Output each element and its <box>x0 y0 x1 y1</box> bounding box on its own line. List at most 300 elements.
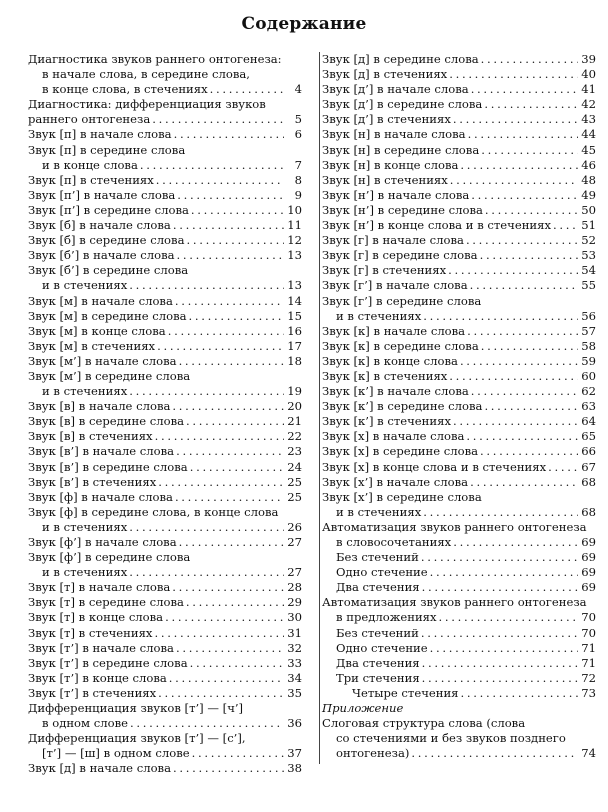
toc-entry-text: Звук [д’] в начале слова <box>322 82 469 97</box>
toc-entry <box>322 414 596 429</box>
dot-leader <box>152 112 284 127</box>
toc-entry <box>322 399 596 414</box>
toc-entry-text: и в стечениях <box>42 384 128 399</box>
toc-entry-text: Звук [н] в конце слова <box>322 157 459 172</box>
toc-entry-text: Звук [х] в начале слова <box>322 429 465 444</box>
dot-leader <box>158 475 284 490</box>
toc-entry-text: Звук [к] в стечениях <box>322 368 448 383</box>
toc-entry-text: Звук [ф] в середине слова, в конце слова <box>28 504 279 519</box>
toc-entry-text: раннего онтогенеза <box>28 112 151 127</box>
page-number: 37 <box>287 746 302 761</box>
toc-entry-text: Звук [т] в стечениях <box>28 625 153 640</box>
toc-entry-text: Звук [в] в начале слова <box>28 399 171 414</box>
toc-entry <box>322 384 596 399</box>
toc-entry <box>28 127 302 142</box>
dot-leader <box>154 626 284 641</box>
dot-leader <box>466 429 578 444</box>
dot-leader <box>155 429 284 444</box>
page-number: 30 <box>287 610 302 625</box>
page-number: 39 <box>581 52 596 66</box>
dot-leader <box>186 595 284 610</box>
toc-entry <box>322 595 596 625</box>
toc-entry <box>322 671 596 686</box>
page-number: 23 <box>287 444 302 459</box>
toc-entry-text: Звук [ф’] в начале слова <box>28 535 177 549</box>
page-number: 73 <box>581 685 596 700</box>
toc-entry <box>322 52 596 67</box>
dot-leader <box>190 656 284 671</box>
page-number: 27 <box>287 535 302 549</box>
page-number: 68 <box>581 504 596 519</box>
page-number: 13 <box>287 248 302 263</box>
dot-leader <box>177 248 284 263</box>
toc-entry-text: со стечениями и без звуков позднего <box>336 731 566 746</box>
toc-entry <box>28 324 302 339</box>
toc-entry <box>322 67 596 82</box>
dot-leader <box>172 399 284 414</box>
page-number: 63 <box>581 399 596 414</box>
toc-entry-text: Автоматизация звуков раннего онтогенеза <box>322 595 587 610</box>
page-number: 67 <box>581 459 596 474</box>
page-number: 44 <box>581 127 596 142</box>
toc-entry-text: Звук [г’] в начале слова <box>322 278 468 293</box>
toc-entry-text: Звук [д] в середине слова <box>322 52 479 66</box>
toc-entry <box>322 354 596 369</box>
toc-entry <box>322 127 596 142</box>
dot-leader <box>175 490 284 505</box>
page-number: 69 <box>581 580 596 595</box>
toc-entry-text: Звук [в] в стечениях <box>28 429 153 444</box>
dot-leader <box>453 112 578 127</box>
toc-entry-text: в словосочетаниях <box>336 535 452 549</box>
toc-entry-text: Звук [к] в начале слова <box>322 323 466 338</box>
page-number: 19 <box>287 384 302 399</box>
toc-entry-text: Звук [м] в стечениях <box>28 338 156 353</box>
toc-entry <box>28 701 302 731</box>
toc-entry-text: в одном слове <box>42 716 128 731</box>
page-number: 74 <box>581 746 596 761</box>
toc-entry-text: Звук [в’] в начале слова <box>28 444 175 459</box>
page-number: 4 <box>294 82 302 97</box>
toc-entry <box>322 429 596 444</box>
toc-entry-text: и в стечениях <box>336 504 422 519</box>
dot-leader <box>174 127 284 142</box>
toc-entry <box>322 339 596 354</box>
page-number: 51 <box>581 218 596 233</box>
toc-entry <box>28 490 302 505</box>
dot-leader <box>169 671 284 686</box>
toc-entry-text: Звук [т] в конце слова <box>28 610 164 625</box>
toc-entry-text: и в стечениях <box>42 565 128 580</box>
toc-entry-text: Звук [м’] в начале слова <box>28 353 177 368</box>
page-number: 36 <box>287 716 302 731</box>
dot-leader <box>189 309 284 324</box>
dot-leader <box>481 143 578 158</box>
page-number: 62 <box>581 384 596 399</box>
toc-entry-text: Звук [т’] в конце слова <box>28 670 167 685</box>
dot-leader <box>466 233 578 248</box>
toc-entry <box>322 444 596 459</box>
toc-entry-text: Два стечения <box>336 580 420 595</box>
toc-entry <box>322 460 596 475</box>
toc-entry <box>28 97 302 127</box>
toc-entry-text: Звук [г] в середине слова <box>322 248 478 263</box>
page-number: 5 <box>294 112 302 127</box>
page-number: 66 <box>581 444 596 459</box>
page-number: 16 <box>287 323 302 338</box>
toc-entry <box>28 309 302 324</box>
toc-entry-text: Четыре стечения <box>352 685 459 700</box>
toc-entry <box>322 641 596 656</box>
toc-entry <box>28 143 302 173</box>
page-number: 72 <box>581 670 596 685</box>
toc-entry-text: Звук [п’] в середине слова <box>28 202 189 217</box>
page-number: 70 <box>581 625 596 640</box>
page-number: 24 <box>287 459 302 474</box>
page-number: 9 <box>294 187 302 202</box>
toc-entry <box>28 731 302 761</box>
dot-leader <box>481 339 578 354</box>
toc-entry-text: Звук [н’] в конце слова и в стечениях <box>322 218 552 233</box>
toc-entry-text: Звук [т’] в стечениях <box>28 685 157 700</box>
toc-entry <box>28 188 302 203</box>
toc-entry-text: и в конце слова <box>42 157 138 172</box>
toc-entry <box>322 565 596 580</box>
toc-entry-text: Звук [н’] в начале слова <box>322 187 470 202</box>
dot-leader <box>467 324 578 339</box>
toc-entry <box>28 218 302 233</box>
dot-leader <box>481 52 578 67</box>
page-number: 22 <box>287 429 302 444</box>
dot-leader <box>430 565 578 580</box>
dot-leader <box>468 127 578 142</box>
dot-leader <box>156 173 284 188</box>
toc-entry <box>322 656 596 671</box>
toc-entry <box>28 641 302 656</box>
dot-leader <box>411 746 578 761</box>
dot-leader <box>422 671 578 686</box>
toc-entry <box>322 324 596 339</box>
toc-entry-text: онтогенеза) <box>336 746 410 761</box>
toc-entry-text: Звук [б] в середине слова <box>28 233 185 248</box>
page-number: 25 <box>287 489 302 504</box>
dot-leader <box>157 339 284 354</box>
page-number: 34 <box>287 670 302 685</box>
toc-entry-text: Дифференциация звуков [т’] — [с’], <box>28 731 246 746</box>
toc-entry-text: в конце слова, в стечениях <box>42 82 208 97</box>
toc-entry-text: Звук [п] в стечениях <box>28 172 154 187</box>
page-number: 11 <box>287 218 302 233</box>
toc-entry-text: Звук [к’] в стечениях <box>322 414 451 429</box>
dot-leader <box>450 173 578 188</box>
dot-leader <box>177 188 284 203</box>
toc-entry <box>28 429 302 444</box>
dot-leader <box>179 354 284 369</box>
page-number: 17 <box>287 338 302 353</box>
dot-leader <box>423 309 578 324</box>
toc-entry-text: Звук [н] в начале слова <box>322 127 466 142</box>
toc-entry-text: Три стечения <box>336 670 420 685</box>
dot-leader <box>192 746 284 761</box>
toc-entry-text: Звук [м] в конце слова <box>28 323 166 338</box>
page-number: 60 <box>581 368 596 383</box>
page-number: 50 <box>581 202 596 217</box>
dot-leader <box>173 218 284 233</box>
page-number: 69 <box>581 550 596 565</box>
dot-leader <box>471 384 578 399</box>
toc-entry <box>322 263 596 278</box>
toc-entry-text: Звук [ф’] в середине слова <box>28 550 191 565</box>
toc-entry <box>322 173 596 188</box>
page-number: 8 <box>294 172 302 187</box>
toc-entry <box>28 248 302 263</box>
toc-entry-text: Звук [н] в стечениях <box>322 172 448 187</box>
page-number: 6 <box>294 127 302 142</box>
toc-entry <box>28 671 302 686</box>
toc-entry-text: Звук [д’] в середине слова <box>322 97 483 112</box>
page-title: Содержание <box>241 14 367 34</box>
toc-entry-text: Звук [п] в начале слова <box>28 127 172 142</box>
toc-entry <box>322 112 596 127</box>
page-number: 31 <box>287 625 302 640</box>
toc-entry-text: Автоматизация звуков раннего онтогенеза <box>322 519 587 534</box>
toc-entry <box>28 52 302 97</box>
toc-entry <box>322 626 596 641</box>
toc-entry-text: Звук [в’] в стечениях <box>28 474 157 489</box>
toc-entry <box>322 248 596 263</box>
dot-leader <box>173 761 284 776</box>
toc-entry-text: и в стечениях <box>42 278 128 293</box>
toc-entry-text: Звук [д] в стечениях <box>322 67 448 82</box>
toc-entry-text: Слоговая структура слова (слова <box>322 716 526 731</box>
dot-leader <box>460 158 578 173</box>
toc-entry-text: Звук [т’] в начале слова <box>28 640 174 655</box>
dot-leader <box>190 460 284 475</box>
dot-leader <box>175 294 284 309</box>
toc-entry-text: Звук [т’] в середине слова <box>28 655 188 670</box>
toc-entry <box>28 626 302 641</box>
toc-entry-text: Звук [н] в середине слова <box>322 142 480 157</box>
toc-entry <box>28 761 302 776</box>
toc-entry-text: Звук [б’] в начале слова <box>28 248 175 263</box>
toc-entry <box>322 278 596 293</box>
page-number: 18 <box>287 353 302 368</box>
page-number: 69 <box>581 565 596 580</box>
dot-leader <box>176 641 284 656</box>
page-number: 7 <box>294 157 302 172</box>
dot-leader <box>461 686 579 701</box>
toc-entry-text: Звук [к’] в начале слова <box>322 384 469 399</box>
page-number: 71 <box>581 655 596 670</box>
toc-entry <box>28 399 302 414</box>
toc-entry-text: Звук [п] в середине слова <box>28 142 186 157</box>
page-number: 10 <box>287 202 302 217</box>
toc-entry <box>28 475 302 490</box>
page-number: 56 <box>581 308 596 323</box>
dot-leader <box>129 384 284 399</box>
page-number: 43 <box>581 112 596 127</box>
toc-entry-text: в начале слова, в середине слова, <box>42 67 250 82</box>
page-number: 40 <box>581 67 596 82</box>
page-number: 33 <box>287 655 302 670</box>
toc-entry <box>28 550 302 580</box>
page-number: 70 <box>581 610 596 625</box>
dot-leader <box>129 520 284 535</box>
toc-entry-text: Без стечений <box>336 550 419 565</box>
page-number: 38 <box>287 761 302 776</box>
toc-entry-text: Звук [г] в начале слова <box>322 233 464 248</box>
dot-leader <box>421 550 578 565</box>
toc-entry-text: Звук [т] в начале слова <box>28 580 171 595</box>
page-number: 58 <box>581 338 596 353</box>
toc-entry <box>322 686 596 701</box>
dot-leader <box>210 82 284 97</box>
page-number: 32 <box>287 640 302 655</box>
toc-entry <box>28 580 302 595</box>
toc-entry <box>322 203 596 218</box>
toc-entry <box>28 444 302 459</box>
page-number: 28 <box>287 580 302 595</box>
toc-entry <box>28 686 302 701</box>
toc-entry-text: Звук [в] в середине слова <box>28 414 185 429</box>
page-number: 64 <box>581 414 596 429</box>
toc-entry <box>28 263 302 293</box>
dot-leader <box>470 475 578 490</box>
toc-entry <box>322 716 596 761</box>
toc-entry <box>322 158 596 173</box>
toc-entry-text: Звук [в’] в середине слова <box>28 459 188 474</box>
toc-entry-text: Приложение <box>322 701 404 716</box>
page-number: 14 <box>287 293 302 308</box>
toc-entry-text: Звук [к] в середине слова <box>322 338 479 353</box>
page-number: 68 <box>581 474 596 489</box>
page-number: 26 <box>287 519 302 534</box>
dot-leader <box>158 686 284 701</box>
toc-entry <box>322 82 596 97</box>
toc-entry-text: Звук [д] в начале слова <box>28 761 171 776</box>
page-number: 54 <box>581 263 596 278</box>
toc-entry-text: и в стечениях <box>42 519 128 534</box>
toc-entry <box>28 339 302 354</box>
page-number: 53 <box>581 248 596 263</box>
dot-leader <box>480 248 578 263</box>
dot-leader <box>471 188 578 203</box>
dot-leader <box>548 460 578 475</box>
dot-leader <box>140 158 284 173</box>
dot-leader <box>176 444 284 459</box>
dot-leader <box>471 82 578 97</box>
toc-entry-text: Звук [п’] в начале слова <box>28 187 176 202</box>
toc-entry <box>28 173 302 188</box>
toc-entry-text: Звук [х] в середине слова <box>322 444 479 459</box>
toc-entry-text: [т’] — [ш] в одном слове <box>42 746 190 761</box>
dot-leader <box>484 97 578 112</box>
toc-entry <box>28 460 302 475</box>
toc-column-left <box>28 52 302 777</box>
toc-entry-text: Звук [м] в середине слова <box>28 308 187 323</box>
toc-column-right <box>322 52 596 761</box>
dot-leader <box>172 580 284 595</box>
toc-entry <box>28 505 302 535</box>
dot-leader <box>449 369 578 384</box>
toc-entry-text: Диагностика звуков раннего онтогенеза: <box>28 52 282 66</box>
toc-entry-text: Звук [к’] в середине слова <box>322 399 483 414</box>
toc-entry <box>322 701 596 716</box>
toc-entry-text: Звук [х’] в середине слова <box>322 489 482 504</box>
toc-entry <box>28 294 302 309</box>
dot-leader <box>485 203 578 218</box>
toc-entry <box>322 490 596 520</box>
dot-leader <box>422 656 578 671</box>
toc-entry <box>28 414 302 429</box>
toc-entry <box>322 188 596 203</box>
toc-entry-text: и в стечениях <box>336 308 422 323</box>
dot-leader <box>453 414 578 429</box>
page-number: 20 <box>287 399 302 414</box>
toc-entry-text: Звук [г] в стечениях <box>322 263 447 278</box>
toc-entry-text: Звук [к] в конце слова <box>322 353 458 368</box>
dot-leader <box>460 354 578 369</box>
toc-entry-text: Звук [х’] в начале слова <box>322 474 469 489</box>
toc-entry-text: Звук [х] в конце слова и в стечениях <box>322 459 547 474</box>
dot-leader <box>191 203 284 218</box>
toc-entry-text: Звук [б’] в середине слова <box>28 263 189 278</box>
toc-entry <box>322 580 596 595</box>
toc-entry <box>322 294 596 324</box>
toc-entry <box>28 610 302 625</box>
toc-entry-text: Звук [б] в начале слова <box>28 218 171 233</box>
toc-entry-text: Звук [г’] в середине слова <box>322 293 482 308</box>
dot-leader <box>129 278 284 293</box>
dot-leader <box>470 278 578 293</box>
dot-leader <box>179 535 284 550</box>
dot-leader <box>430 641 578 656</box>
toc-entry-text: Звук [н’] в середине слова <box>322 202 483 217</box>
page-number: 42 <box>581 97 596 112</box>
dot-leader <box>439 610 578 625</box>
dot-leader <box>129 565 284 580</box>
dot-leader <box>422 580 578 595</box>
page-number: 49 <box>581 187 596 202</box>
toc-entry <box>322 233 596 248</box>
page-number: 69 <box>581 535 596 549</box>
dot-leader <box>448 263 578 278</box>
page-number: 48 <box>581 172 596 187</box>
dot-leader <box>484 399 578 414</box>
toc-entry <box>322 369 596 384</box>
toc-entry <box>322 143 596 158</box>
dot-leader <box>186 414 284 429</box>
page-number: 55 <box>581 278 596 293</box>
toc-entry-text: Одно стечение <box>336 640 428 655</box>
toc-entry <box>28 354 302 369</box>
page-number: 13 <box>287 278 302 293</box>
toc-entry-text: Без стечений <box>336 625 419 640</box>
toc-entry <box>322 520 596 550</box>
dot-leader <box>421 626 578 641</box>
dot-leader <box>553 218 578 233</box>
toc-entry <box>28 233 302 248</box>
toc-entry <box>28 595 302 610</box>
page-number: 27 <box>287 565 302 580</box>
toc-entry <box>322 550 596 565</box>
toc-entry-text: Звук [т] в середине слова <box>28 595 184 610</box>
page-number: 35 <box>287 685 302 700</box>
page-number: 46 <box>581 157 596 172</box>
page-number: 45 <box>581 142 596 157</box>
page-number: 21 <box>287 414 302 429</box>
page-number: 52 <box>581 233 596 248</box>
